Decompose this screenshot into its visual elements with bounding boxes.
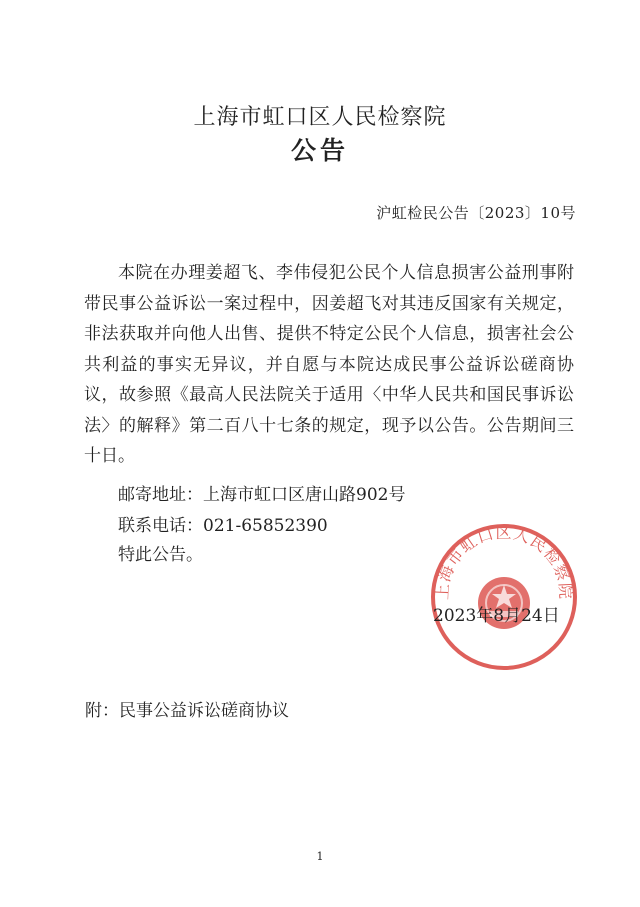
mailing-address: 邮寄地址：上海市虹口区唐山路902号 xyxy=(118,485,406,505)
contact-phone: 联系电话：021-65852390 xyxy=(118,516,328,536)
attachment-note: 附：民事公益诉讼磋商协议 xyxy=(85,701,289,721)
closing-phrase: 特此公告。 xyxy=(118,545,203,565)
document-number: 沪虹检民公告〔2023〕10号 xyxy=(376,204,576,222)
document-date: 2023年8月24日 xyxy=(433,606,560,626)
body-paragraph: 本院在办理姜超飞、李伟侵犯公民个人信息损害公益刑事附带民事公益诉讼一案过程中，因姜超飞对其违反国家有关规定，非法获取并向他人出售、提供不特定公民个人信息，损害社会公共利益的事实无异议，并自愿与本院达成民事公益诉讼磋商协议，故参照《最高人民法院关于适用〈中华人民共和国民事诉讼法〉的解释》第二百八十七条的规定，现予以公告。公告期间三十日。 xyxy=(84,263,574,466)
official-seal-icon xyxy=(430,523,578,671)
seal-text: 上海市虹口区人民检察院 xyxy=(432,523,576,601)
organization-name: 上海市虹口区人民检察院 xyxy=(193,105,447,130)
page-number: 1 xyxy=(316,850,324,863)
document-title: 公告 xyxy=(290,136,349,165)
